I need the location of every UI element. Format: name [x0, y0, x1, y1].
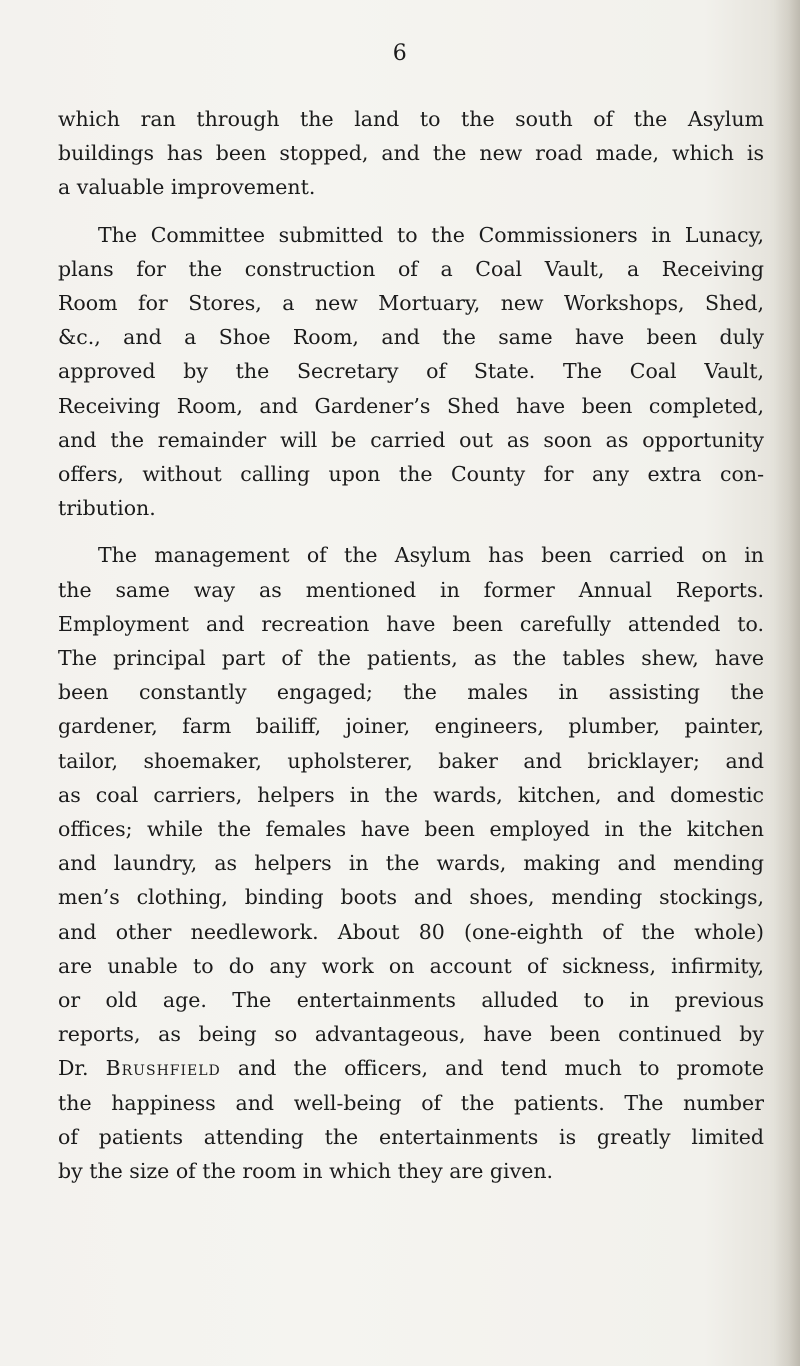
paragraph-1 [58, 102, 764, 205]
text-line: gardener, farm bailiff, joiner, engineers, plumber, painter, [58, 714, 764, 739]
text-line: by the size of the room in which they are given. [58, 1159, 554, 1184]
text-line: been constantly engaged; the males in assisting the [58, 680, 764, 705]
text-line: the same way as mentioned in former Annual Reports. [58, 577, 764, 602]
paragraph-gap [58, 525, 764, 538]
line-suffix: and the officers, and tend much to promote [220, 1056, 764, 1081]
text-line: and the remainder will be carried out as soon as opportunity [58, 427, 764, 452]
text-line: of patients attending the entertainments is greatly limited [58, 1124, 764, 1149]
text-line: &c., and a Shoe Room, and the same have been duly [58, 325, 764, 350]
text-line: which ran through the land to the south of the Asylum [58, 107, 764, 131]
text-line: offices; while the females have been employed in the kitchen [58, 817, 764, 842]
text-line: plans for the construction of a Coal Vault, a Receiving [58, 256, 764, 281]
text-line: are unable to do any work on account of sickness, infirmity, [58, 953, 764, 978]
text-line: men’s clothing, binding boots and shoes, mending stockings, [58, 885, 764, 910]
text-line: The management of the Asylum has been carried on in [98, 543, 764, 568]
text-line: a valuable improvement. [58, 175, 316, 200]
text-line: and other needlework. About 80 (one-eighth of the whole) [58, 919, 764, 944]
text-line: offers, without calling upon the County for any extra con- [58, 462, 764, 487]
text-line: the happiness and well-being of the patients. The number [58, 1090, 764, 1115]
text-line: tailor, shoemaker, upholsterer, baker and bricklayer; and [58, 748, 764, 773]
text-line: and laundry, as helpers in the wards, making and mending [58, 851, 764, 876]
paragraph-2 [58, 218, 764, 526]
paragraph-gap [58, 205, 764, 218]
text-line: Receiving Room, and Gardener’s Shed have been completed, [58, 393, 764, 418]
text-line: as coal carriers, helpers in the wards, kitchen, and domestic [58, 782, 764, 807]
page-edge-shadow [774, 0, 800, 1366]
text-line: approved by the Secretary of State. The Coal Vault, [58, 359, 764, 384]
text-line: buildings has been stopped, and the new road made, which is [58, 141, 764, 166]
person-name: Brushfield [105, 1056, 221, 1081]
text-line: reports, as being so advantageous, have been continued by [58, 1022, 764, 1047]
paragraph-3 [58, 538, 764, 1188]
text-line: or old age. The entertainments alluded to in previous [58, 988, 764, 1013]
text-line: Room for Stores, a new Mortuary, new Workshops, Shed, [58, 291, 764, 316]
text-line-with-name [58, 1051, 764, 1085]
text-line: The principal part of the patients, as the tables shew, have [58, 646, 764, 671]
body-text [58, 102, 764, 1188]
text-line: The Committee submitted to the Commissioners in Lunacy, [98, 222, 764, 247]
text-line: tribution. [58, 496, 156, 521]
line-prefix: Dr. [58, 1056, 106, 1081]
text-line: Employment and recreation have been carefully attended to. [58, 611, 764, 636]
page-number: 6 [392, 41, 408, 66]
